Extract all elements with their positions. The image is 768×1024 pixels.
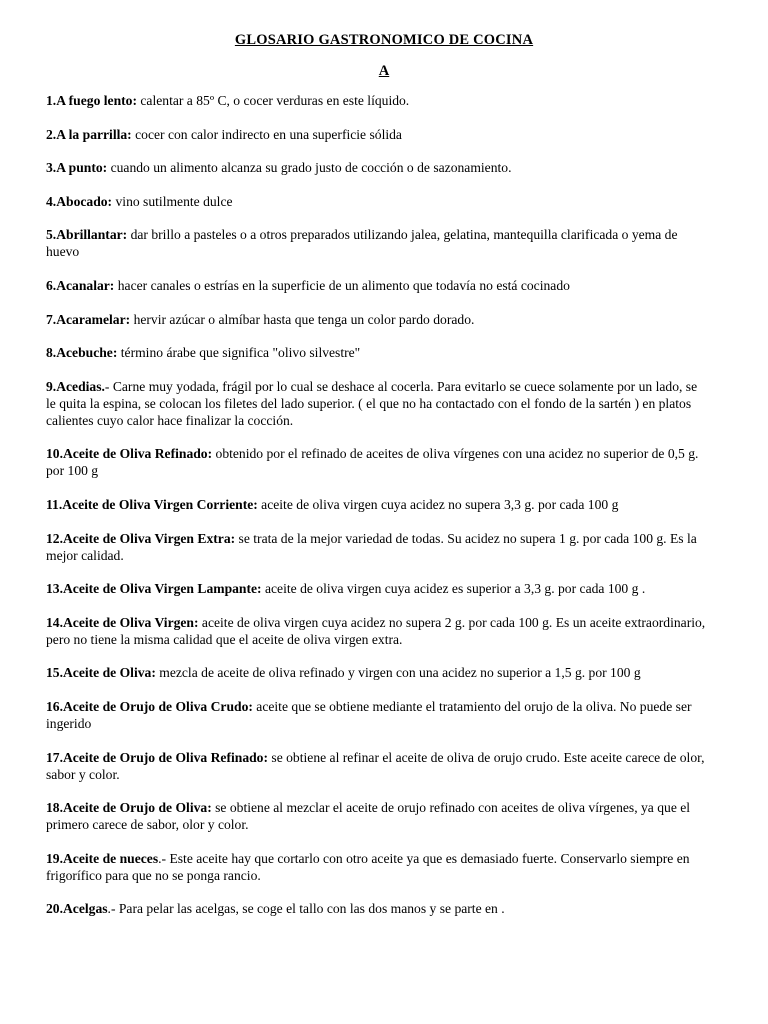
glossary-entry: [46, 344, 708, 361]
glossary-list: [46, 92, 708, 917]
entry-term: 20.Acelgas: [46, 901, 108, 917]
entry-term: 17.Aceite de Orujo de Oliva Refinado:: [46, 749, 269, 765]
glossary-entry: [46, 850, 708, 884]
entry-definition: se trata de la mejor variedad de todas. Su acidez no supera 1 g. por cada 100 g. Es la mejor calidad.: [46, 530, 697, 563]
glossary-entry: [46, 664, 708, 681]
glossary-entry: [46, 496, 708, 513]
glossary-entry: [46, 749, 708, 783]
glossary-entry: [46, 530, 708, 564]
entry-term: 7.Acaramelar:: [46, 311, 131, 327]
entry-definition: - Carne muy yodada, frágil por lo cual se deshace al cocerla. Para evitarlo se cuece solamente por un lado, se le quita la espina, se colocan los filetes del lado superior. ( el que no ha contactado con el fondo de la sartén ) en platos calientes cuyo calor hace finalizar la cocción.: [46, 378, 698, 428]
entry-definition: vino sutilmente dulce: [112, 193, 233, 209]
entry-term: 15.Aceite de Oliva:: [46, 665, 156, 681]
entry-definition: obtenido por el refinado de aceites de oliva vírgenes con una acidez no superior de 0,5 g. por 100 g: [46, 446, 699, 479]
glossary-entry: [46, 900, 708, 917]
entry-definition: término árabe que significa "olivo silvestre": [117, 345, 361, 361]
entry-term: 13.Aceite de Oliva Virgen Lampante:: [46, 581, 262, 597]
entry-term: 4.Abocado:: [46, 193, 113, 209]
entry-term: 12.Aceite de Oliva Virgen Extra:: [46, 530, 236, 546]
glossary-entry: [46, 799, 708, 833]
entry-definition: aceite que se obtiene mediante el tratamiento del orujo de la oliva. No puede ser ingerido: [46, 698, 692, 731]
entry-term: 8.Acebuche:: [46, 345, 118, 361]
entry-term: 11.Aceite de Oliva Virgen Corriente:: [46, 496, 258, 512]
entry-definition: hervir azúcar o almíbar hasta que tenga un color pardo dorado.: [130, 311, 475, 327]
entry-definition: .- Para pelar las acelgas, se coge el tallo con las dos manos y se parte en .: [107, 901, 505, 917]
entry-definition: se obtiene al mezclar el aceite de orujo refinado con aceites de oliva vírgenes, ya que el primero carece de sabor, olor y color.: [46, 800, 691, 833]
entry-definition: aceite de oliva virgen cuya acidez es superior a 3,3 g. por cada 100 g .: [261, 581, 646, 597]
entry-definition: aceite de oliva virgen cuya acidez no supera 3,3 g. por cada 100 g: [257, 496, 619, 512]
glossary-entry: [46, 445, 708, 479]
glossary-entry: [46, 126, 708, 143]
glossary-entry: [46, 92, 708, 109]
entry-definition: cocer con calor indirecto en una superficie sólida: [131, 126, 402, 142]
glossary-entry: [46, 311, 708, 328]
entry-definition: se obtiene al refinar el aceite de oliva de orujo crudo. Este aceite carece de olor, sabor y color.: [46, 749, 705, 782]
glossary-entry: [46, 580, 708, 597]
entry-term: 18.Aceite de Orujo de Oliva:: [46, 800, 212, 816]
glossary-entry: [46, 159, 708, 176]
entry-term: 9.Acedias.: [46, 378, 105, 394]
entry-term: 6.Acanalar:: [46, 277, 115, 293]
glossary-entry: [46, 614, 708, 648]
document-title: GLOSARIO GASTRONOMICO DE COCINA: [234, 32, 534, 48]
entry-term: 1.A fuego lento:: [46, 93, 137, 108]
entry-definition: .- Este aceite hay que cortarlo con otro aceite ya que es demasiado fuerte. Conservarlo siempre en frigorífico para que no se ponga rancio.: [46, 850, 690, 883]
entry-term: 5.Abrillantar:: [46, 227, 128, 243]
glossary-entry: [46, 226, 708, 260]
entry-term: 10.Aceite de Oliva Refinado:: [46, 446, 213, 462]
entry-definition: aceite de oliva virgen cuya acidez no supera 2 g. por cada 100 g. Es un aceite extraordinario, pero no tiene la misma calidad que el aceite de oliva virgen extra.: [46, 614, 706, 647]
entry-definition: cuando un alimento alcanza su grado justo de cocción o de sazonamiento.: [107, 160, 512, 176]
entry-definition: dar brillo a pasteles o a otros preparados utilizando jalea, gelatina, mantequilla clarificada o yema de huevo: [46, 227, 678, 260]
entry-term: 14.Aceite de Oliva Virgen:: [46, 614, 199, 630]
entry-term: 16.Aceite de Orujo de Oliva Crudo:: [46, 698, 253, 714]
glossary-entry: [46, 277, 708, 294]
section-letter-heading: A: [378, 63, 390, 79]
glossary-entry: [46, 193, 708, 210]
entry-term: 3.A punto:: [46, 160, 108, 176]
entry-term: 2.A la parrilla:: [46, 126, 132, 142]
entry-definition: mezcla de aceite de oliva refinado y virgen con una acidez no superior a 1,5 g. por 100 g: [155, 665, 641, 681]
glossary-entry: [46, 698, 708, 732]
entry-definition: calentar a 85º C, o cocer verduras en este líquido.: [137, 93, 410, 108]
glossary-entry: [46, 378, 708, 429]
entry-definition: hacer canales o estrías en la superficie de un alimento que todavía no está cocinado: [114, 277, 570, 293]
entry-term: 19.Aceite de nueces: [46, 850, 159, 866]
